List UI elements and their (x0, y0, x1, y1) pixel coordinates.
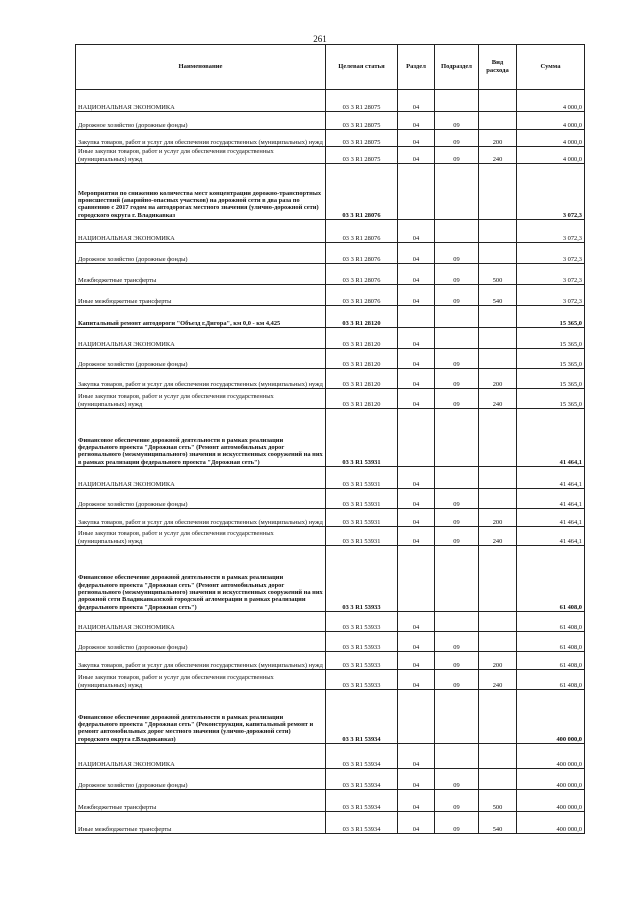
row-amount-cell: 4 000,0 (517, 90, 585, 112)
row-code-cell: 03 3 R1 28075 (326, 147, 398, 164)
table-row (76, 243, 585, 264)
row-subsection-cell (435, 306, 479, 328)
row-section-cell: 04 (398, 112, 435, 130)
row-section-cell: 04 (398, 790, 435, 812)
page-number: 261 (313, 34, 327, 44)
table-row (76, 812, 585, 834)
row-expense-type-cell: 200 (479, 130, 517, 147)
row-name-cell: Закупка товаров, работ и услуг для обеспечения государственных (муниципальных) нужд (76, 369, 326, 389)
row-subsection-cell (435, 90, 479, 112)
row-subsection-cell: 09 (435, 769, 479, 790)
row-section-cell: 04 (398, 243, 435, 264)
row-amount-cell: 4 000,0 (517, 147, 585, 164)
table-row (76, 112, 585, 130)
row-amount-cell: 15 365,0 (517, 389, 585, 409)
header-amount: Сумма (517, 45, 585, 90)
row-name-cell: НАЦИОНАЛЬНАЯ ЭКОНОМИКА (76, 612, 326, 632)
row-amount-cell: 400 000,0 (517, 744, 585, 769)
row-expense-type-cell (479, 328, 517, 349)
row-code-cell: 03 3 R1 53934 (326, 769, 398, 790)
row-subsection-cell: 09 (435, 652, 479, 670)
row-amount-cell: 41 464,1 (517, 527, 585, 546)
row-subsection-cell: 09 (435, 264, 479, 285)
row-expense-type-cell: 200 (479, 509, 517, 527)
row-expense-type-cell (479, 409, 517, 467)
header-section: Раздел (398, 45, 435, 90)
table-row (76, 147, 585, 164)
row-code-cell: 03 3 R1 28075 (326, 130, 398, 147)
row-expense-type-cell (479, 489, 517, 509)
row-name-cell: Межбюджетные трансферты (76, 790, 326, 812)
row-subsection-cell (435, 328, 479, 349)
row-code-cell: 03 3 R1 53934 (326, 744, 398, 769)
row-amount-cell: 400 000,0 (517, 812, 585, 834)
row-expense-type-cell (479, 164, 517, 220)
row-name-cell: Закупка товаров, работ и услуг для обеспечения государственных (муниципальных) нужд (76, 509, 326, 527)
row-amount-cell: 15 365,0 (517, 369, 585, 389)
row-name-cell: Дорожное хозяйство (дорожные фонды) (76, 349, 326, 369)
header-code: Целевая статья (326, 45, 398, 90)
row-amount-cell: 15 365,0 (517, 306, 585, 328)
row-subsection-cell: 09 (435, 243, 479, 264)
row-name-cell: Финансовое обеспечение дорожной деятельности в рамках реализации федерального проекта "Дорожная сеть" (Ремонт автомобильных дорог регионального (межмуниципального) значения и искусственных сооружений на них в рамках реализации федерального проекта "Дорожная сеть") (76, 409, 326, 467)
header-subsection: Подраздел (435, 45, 479, 90)
row-section-cell: 04 (398, 220, 435, 243)
row-amount-cell: 41 464,1 (517, 509, 585, 527)
row-subsection-cell (435, 690, 479, 744)
row-expense-type-cell: 240 (479, 527, 517, 546)
row-code-cell: 03 3 R1 28076 (326, 220, 398, 243)
row-expense-type-cell: 240 (479, 670, 517, 690)
row-code-cell: 03 3 R1 53934 (326, 690, 398, 744)
row-name-cell: Дорожное хозяйство (дорожные фонды) (76, 489, 326, 509)
row-code-cell: 03 3 R1 53931 (326, 509, 398, 527)
table-row (76, 652, 585, 670)
row-amount-cell: 41 464,1 (517, 409, 585, 467)
row-code-cell: 03 3 R1 53934 (326, 812, 398, 834)
row-code-cell: 03 3 R1 28075 (326, 90, 398, 112)
row-section-cell: 04 (398, 90, 435, 112)
table-row (76, 690, 585, 744)
row-amount-cell: 15 365,0 (517, 349, 585, 369)
row-code-cell: 03 3 R1 53931 (326, 489, 398, 509)
table-row (76, 264, 585, 285)
row-name-cell: Иные межбюджетные трансферты (76, 285, 326, 306)
row-amount-cell: 61 408,0 (517, 670, 585, 690)
row-code-cell: 03 3 R1 53933 (326, 632, 398, 652)
table-row (76, 527, 585, 546)
table-row (76, 389, 585, 409)
row-name-cell: НАЦИОНАЛЬНАЯ ЭКОНОМИКА (76, 744, 326, 769)
row-code-cell: 03 3 R1 53933 (326, 612, 398, 632)
row-amount-cell: 4 000,0 (517, 112, 585, 130)
row-name-cell: НАЦИОНАЛЬНАЯ ЭКОНОМИКА (76, 328, 326, 349)
row-code-cell: 03 3 R1 28076 (326, 164, 398, 220)
row-expense-type-cell (479, 243, 517, 264)
row-amount-cell: 3 072,3 (517, 264, 585, 285)
table-row (76, 790, 585, 812)
row-expense-type-cell: 240 (479, 389, 517, 409)
row-subsection-cell: 09 (435, 369, 479, 389)
row-amount-cell: 61 408,0 (517, 632, 585, 652)
row-name-cell: Иные межбюджетные трансферты (76, 812, 326, 834)
row-subsection-cell: 09 (435, 489, 479, 509)
row-subsection-cell (435, 220, 479, 243)
row-subsection-cell: 09 (435, 112, 479, 130)
table-row (76, 489, 585, 509)
row-subsection-cell: 09 (435, 147, 479, 164)
row-code-cell: 03 3 R1 53931 (326, 409, 398, 467)
table-row (76, 328, 585, 349)
table-row (76, 349, 585, 369)
row-subsection-cell: 09 (435, 790, 479, 812)
row-code-cell: 03 3 R1 28076 (326, 285, 398, 306)
row-subsection-cell (435, 409, 479, 467)
row-name-cell: Иные закупки товаров, работ и услуг для обеспечения государственных (муниципальных) нужд (76, 670, 326, 690)
row-code-cell: 03 3 R1 28120 (326, 306, 398, 328)
row-name-cell: Закупка товаров, работ и услуг для обеспечения государственных (муниципальных) нужд (76, 130, 326, 147)
row-section-cell (398, 546, 435, 612)
row-section-cell: 04 (398, 812, 435, 834)
table-row (76, 369, 585, 389)
row-name-cell: Иные закупки товаров, работ и услуг для обеспечения государственных (муниципальных) нужд (76, 527, 326, 546)
row-code-cell: 03 3 R1 53931 (326, 467, 398, 489)
row-amount-cell: 4 000,0 (517, 130, 585, 147)
row-subsection-cell: 09 (435, 812, 479, 834)
table-row (76, 509, 585, 527)
row-code-cell: 03 3 R1 28120 (326, 349, 398, 369)
row-section-cell: 04 (398, 285, 435, 306)
row-subsection-cell: 09 (435, 527, 479, 546)
row-expense-type-cell: 540 (479, 285, 517, 306)
table-row (76, 90, 585, 112)
row-name-cell: Дорожное хозяйство (дорожные фонды) (76, 243, 326, 264)
table-body (76, 90, 585, 834)
row-subsection-cell (435, 164, 479, 220)
row-section-cell (398, 306, 435, 328)
row-section-cell: 04 (398, 489, 435, 509)
row-subsection-cell: 09 (435, 670, 479, 690)
row-name-cell: Дорожное хозяйство (дорожные фонды) (76, 769, 326, 790)
row-name-cell: Капитальный ремонт автодороги "Объезд г.Дигора", км 0,0 - км 4,425 (76, 306, 326, 328)
row-expense-type-cell: 540 (479, 812, 517, 834)
row-code-cell: 03 3 R1 53933 (326, 652, 398, 670)
row-expense-type-cell: 200 (479, 652, 517, 670)
budget-table (75, 44, 585, 834)
row-subsection-cell: 09 (435, 349, 479, 369)
row-name-cell: НАЦИОНАЛЬНАЯ ЭКОНОМИКА (76, 220, 326, 243)
row-subsection-cell: 09 (435, 285, 479, 306)
row-amount-cell: 400 000,0 (517, 769, 585, 790)
row-section-cell: 04 (398, 744, 435, 769)
row-name-cell: Межбюджетные трансферты (76, 264, 326, 285)
row-section-cell (398, 690, 435, 744)
table-row (76, 306, 585, 328)
row-amount-cell: 400 000,0 (517, 790, 585, 812)
row-amount-cell: 400 000,0 (517, 690, 585, 744)
row-section-cell: 04 (398, 264, 435, 285)
row-amount-cell: 41 464,1 (517, 467, 585, 489)
row-section-cell (398, 409, 435, 467)
row-name-cell: Финансовое обеспечение дорожной деятельности в рамках реализации федерального проекта "Дорожная сеть" (Реконструкция, капитальный ремонт и ремонт автомобильных дорог местного значения (улично-дорожной сети) городского округа г.Владикавказ) (76, 690, 326, 744)
row-section-cell: 04 (398, 652, 435, 670)
row-section-cell: 04 (398, 328, 435, 349)
row-expense-type-cell: 500 (479, 264, 517, 285)
row-subsection-cell: 09 (435, 632, 479, 652)
row-amount-cell: 3 072,3 (517, 220, 585, 243)
row-section-cell: 04 (398, 527, 435, 546)
row-expense-type-cell (479, 546, 517, 612)
row-section-cell: 04 (398, 632, 435, 652)
row-section-cell: 04 (398, 509, 435, 527)
row-subsection-cell (435, 612, 479, 632)
row-expense-type-cell (479, 769, 517, 790)
row-amount-cell: 3 072,3 (517, 285, 585, 306)
row-subsection-cell: 09 (435, 389, 479, 409)
row-subsection-cell: 09 (435, 509, 479, 527)
row-section-cell: 04 (398, 369, 435, 389)
row-expense-type-cell: 500 (479, 790, 517, 812)
table-row (76, 670, 585, 690)
row-amount-cell: 15 365,0 (517, 328, 585, 349)
table-row (76, 546, 585, 612)
row-name-cell: Закупка товаров, работ и услуг для обеспечения государственных (муниципальных) нужд (76, 652, 326, 670)
row-name-cell: Финансовое обеспечение дорожной деятельности в рамках реализации федерального проекта "Дорожная сеть" (Ремонт автомобильных дорог регионального (межмуниципального) значения и искусственных сооружений на них дорожной сети Владикавказской городской агломерации в рамках реализации федерального проекта "Дорожная сеть") (76, 546, 326, 612)
row-section-cell: 04 (398, 349, 435, 369)
table-row (76, 409, 585, 467)
row-subsection-cell (435, 546, 479, 612)
row-expense-type-cell (479, 690, 517, 744)
table-row (76, 612, 585, 632)
row-subsection-cell (435, 744, 479, 769)
row-expense-type-cell (479, 90, 517, 112)
row-section-cell: 04 (398, 670, 435, 690)
row-name-cell: Иные закупки товаров, работ и услуг для обеспечения государственных (муниципальных) нужд (76, 147, 326, 164)
row-amount-cell: 41 464,1 (517, 489, 585, 509)
row-name-cell: НАЦИОНАЛЬНАЯ ЭКОНОМИКА (76, 467, 326, 489)
table-row (76, 164, 585, 220)
row-section-cell: 04 (398, 467, 435, 489)
row-code-cell: 03 3 R1 53934 (326, 790, 398, 812)
row-expense-type-cell (479, 349, 517, 369)
row-section-cell: 04 (398, 130, 435, 147)
row-section-cell: 04 (398, 769, 435, 790)
row-expense-type-cell: 240 (479, 147, 517, 164)
row-expense-type-cell (479, 467, 517, 489)
table-row (76, 130, 585, 147)
table-row (76, 632, 585, 652)
table-row (76, 285, 585, 306)
table-header-row (76, 45, 585, 90)
header-expense-type: Вид расхода (479, 45, 517, 90)
row-expense-type-cell: 200 (479, 369, 517, 389)
row-expense-type-cell (479, 744, 517, 769)
row-name-cell: Иные закупки товаров, работ и услуг для обеспечения государственных (муниципальных) нужд (76, 389, 326, 409)
row-amount-cell: 61 408,0 (517, 652, 585, 670)
row-name-cell: Дорожное хозяйство (дорожные фонды) (76, 632, 326, 652)
row-expense-type-cell (479, 220, 517, 243)
table-row (76, 769, 585, 790)
table-row (76, 744, 585, 769)
row-expense-type-cell (479, 112, 517, 130)
table-row (76, 220, 585, 243)
row-expense-type-cell (479, 612, 517, 632)
row-code-cell: 03 3 R1 53933 (326, 670, 398, 690)
table-row (76, 467, 585, 489)
row-code-cell: 03 3 R1 28076 (326, 264, 398, 285)
row-code-cell: 03 3 R1 53933 (326, 546, 398, 612)
row-section-cell (398, 164, 435, 220)
row-code-cell: 03 3 R1 28075 (326, 112, 398, 130)
header-name: Наименование (76, 45, 326, 90)
row-expense-type-cell (479, 306, 517, 328)
row-amount-cell: 61 408,0 (517, 612, 585, 632)
row-name-cell: Мероприятия по снижению количества мест концентрации дорожно-транспортных происшествий (аварийно-опасных участков) на дорожной сети в два раза по сравнению с 2017 годом на автодорогах местного значения (улично-дорожной сети) городского округа г. Владикавказ (76, 164, 326, 220)
row-section-cell: 04 (398, 612, 435, 632)
row-subsection-cell: 09 (435, 130, 479, 147)
row-code-cell: 03 3 R1 28076 (326, 243, 398, 264)
row-code-cell: 03 3 R1 28120 (326, 369, 398, 389)
row-amount-cell: 3 072,3 (517, 243, 585, 264)
row-code-cell: 03 3 R1 28120 (326, 389, 398, 409)
row-name-cell: Дорожное хозяйство (дорожные фонды) (76, 112, 326, 130)
row-subsection-cell (435, 467, 479, 489)
row-code-cell: 03 3 R1 28120 (326, 328, 398, 349)
row-section-cell: 04 (398, 389, 435, 409)
row-amount-cell: 3 072,3 (517, 164, 585, 220)
row-amount-cell: 61 408,0 (517, 546, 585, 612)
row-name-cell: НАЦИОНАЛЬНАЯ ЭКОНОМИКА (76, 90, 326, 112)
row-section-cell: 04 (398, 147, 435, 164)
row-expense-type-cell (479, 632, 517, 652)
row-code-cell: 03 3 R1 53931 (326, 527, 398, 546)
